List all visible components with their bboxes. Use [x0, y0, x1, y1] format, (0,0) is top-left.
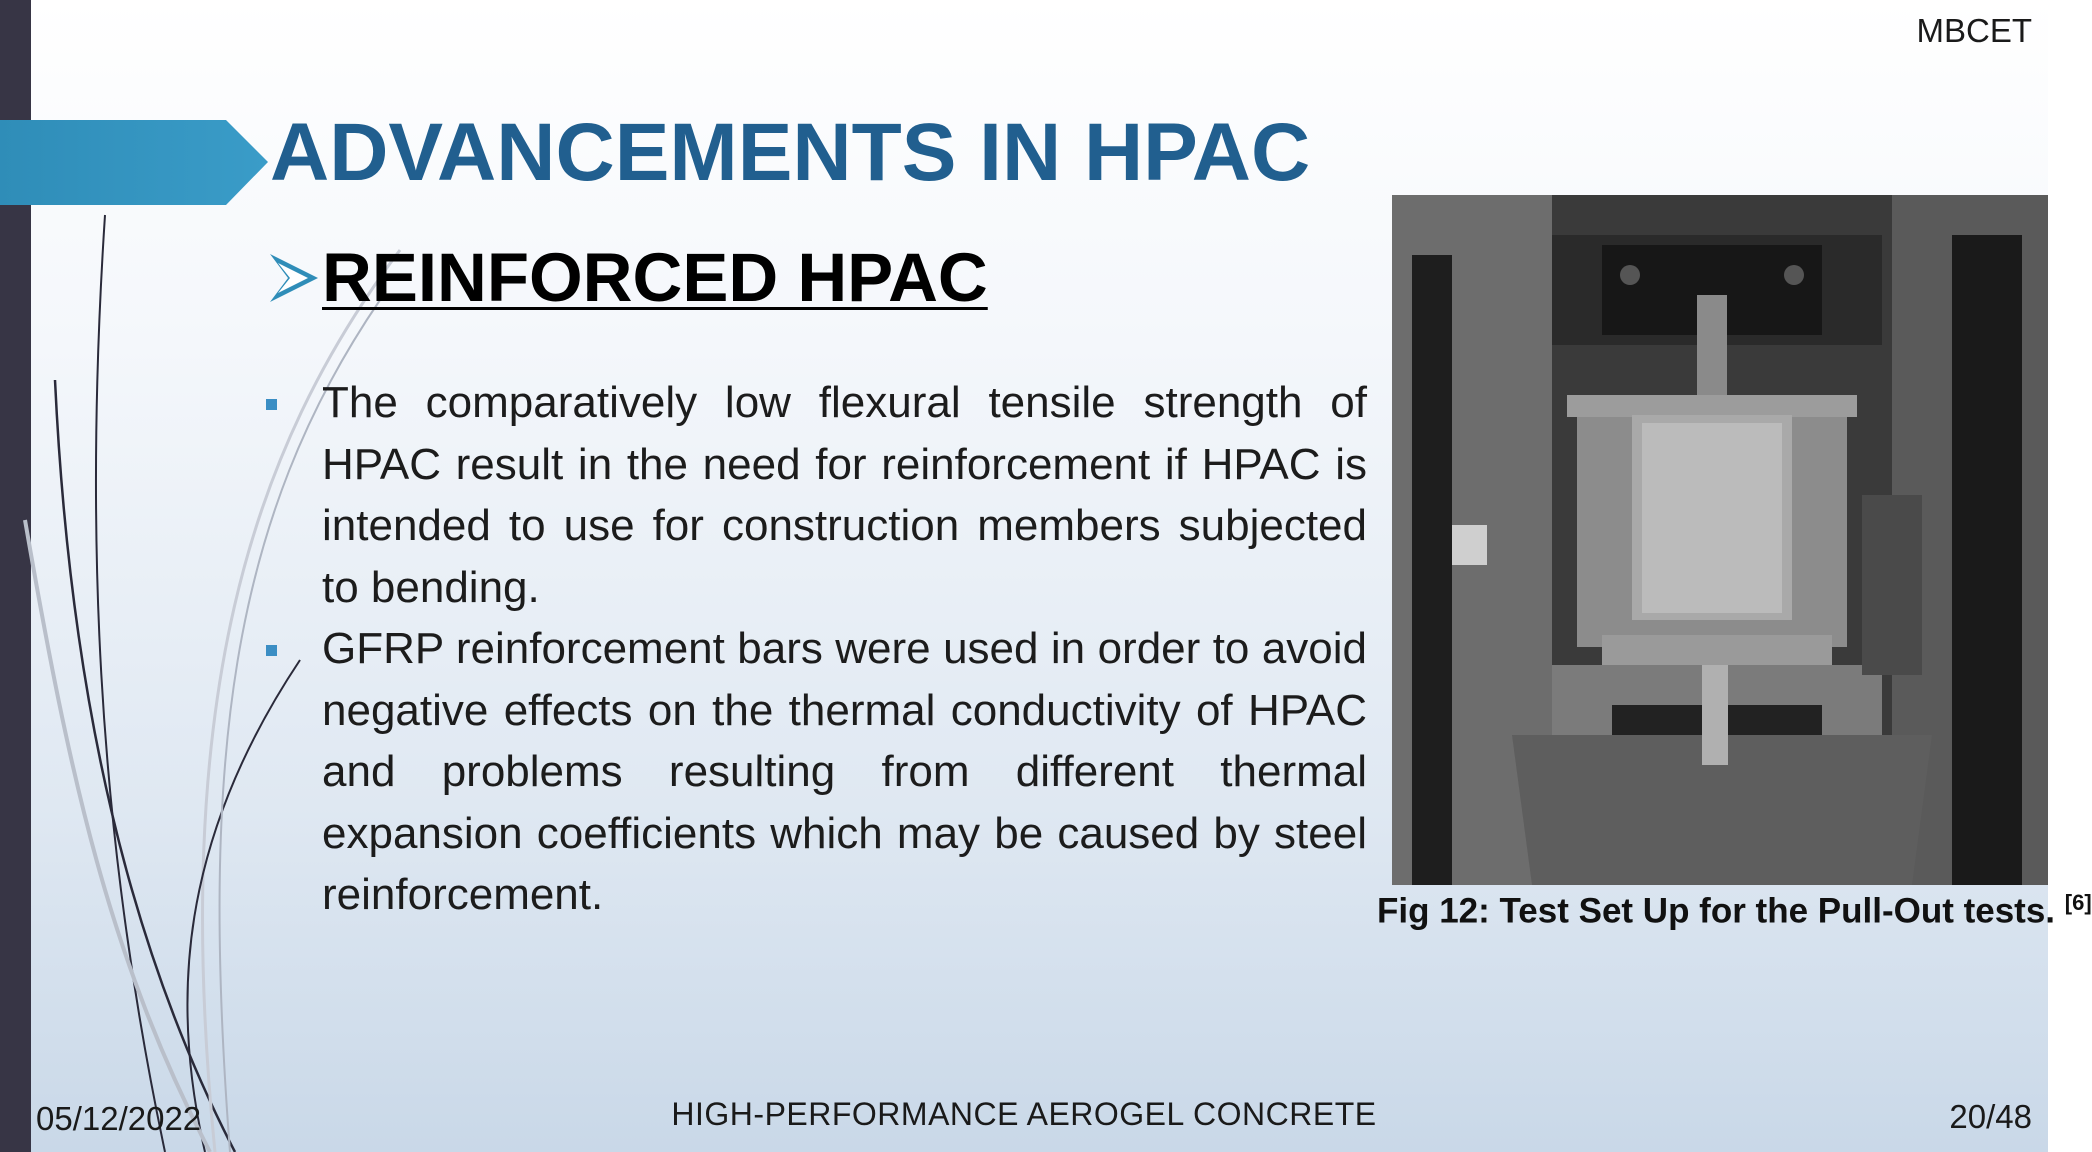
title-arrow-banner	[0, 120, 268, 205]
square-bullet-icon	[266, 399, 277, 410]
bullet-text: GFRP reinforcement bars were used in order to avoid negative effects on the thermal conductivity of HPAC and problems resulting from different thermal expansion coefficients which may be caused by steel reinforcement.	[322, 624, 1367, 919]
page-number: 20/48	[1949, 1098, 2032, 1135]
bullet-item	[262, 372, 1367, 618]
figure-reference: [6]	[2064, 890, 2092, 915]
footer-date: 05/12/2022	[36, 1100, 202, 1137]
square-bullet-icon	[266, 645, 277, 656]
footer-title: HIGH-PERFORMANCE AEROGEL CONCRETE	[671, 1096, 1377, 1132]
organization-label: MBCET	[1916, 12, 2032, 49]
section-heading-text: REINFORCED HPAC	[322, 239, 988, 316]
test-setup-photo-illustration	[1392, 195, 2048, 885]
bullet-item	[262, 618, 1367, 926]
test-setup-photo	[1392, 195, 2048, 885]
figure-caption	[1377, 890, 2092, 932]
figure-caption-text: Fig 12: Test Set Up for the Pull-Out tests.	[1377, 891, 2056, 931]
slide-title: ADVANCEMENTS IN HPAC	[270, 107, 1311, 198]
bullet-list	[262, 372, 1367, 926]
arrow-bullet-icon	[268, 250, 320, 306]
section-heading	[268, 238, 988, 317]
bullet-text: The comparatively low flexural tensile strength of HPAC result in the need for reinforcement if HPAC is intended to use for construction members subjected to bending.	[322, 378, 1367, 612]
